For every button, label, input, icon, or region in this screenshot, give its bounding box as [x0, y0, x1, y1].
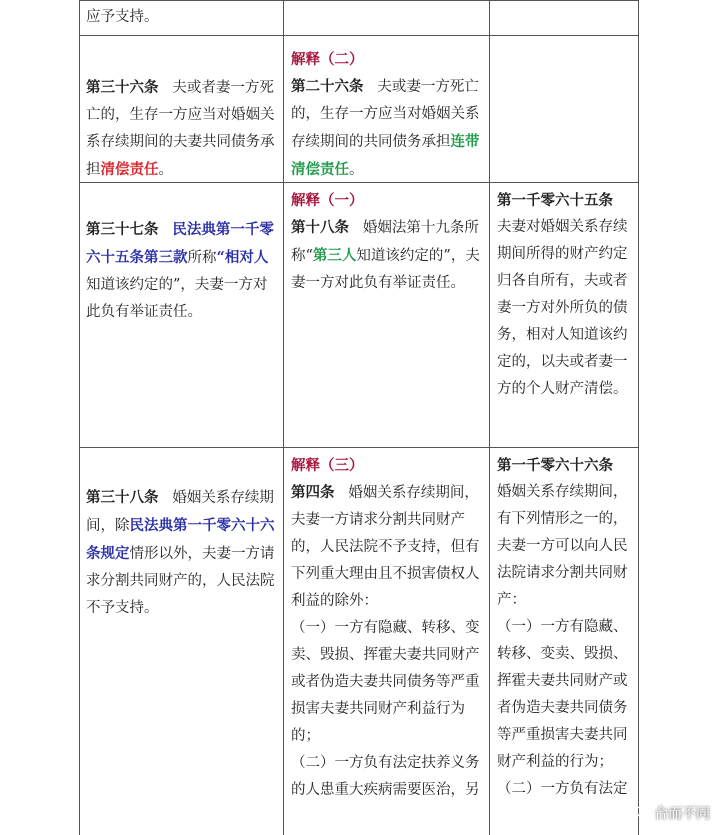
watermark-text: 合而不同 — [654, 806, 710, 822]
clause-item: （一）一方有隐藏、转移、变卖、毁损、挥霍夫妻共同财产或者伪造夫妻共同债务等严重损害夫妻共同财产利益的行为； — [497, 619, 628, 770]
clause-text: 。 — [158, 162, 173, 178]
article-number: 第一千零六十六条 — [497, 457, 613, 474]
table-cell — [86, 4, 278, 31]
source-label: 解释（二） — [291, 51, 364, 68]
clause-item: （一）一方有隐藏、转移、变卖、毁损、挥霍夫妻共同财产或者伪造夫妻共同债务等严重损害夫妻共同财产利益行为的； — [291, 620, 480, 744]
clause-paragraph — [291, 73, 484, 184]
clause-text: 应予支持。 — [86, 9, 159, 25]
article-number: 第三十八条 — [86, 489, 159, 506]
clause-text: 知道该约定的”，夫妻一方对此负有举证责任。 — [86, 277, 268, 320]
clause-text: 婚姻关系存续期间，除 — [86, 490, 274, 534]
article-number: 第三十六条 — [86, 79, 159, 96]
source-label: 解释（一） — [291, 192, 364, 209]
clause-item: （二）一方负有法定 — [497, 781, 628, 797]
highlight-text: 连带清偿责任 — [291, 133, 480, 178]
table-cell — [86, 484, 278, 622]
article-number: 第三十七条 — [86, 221, 159, 238]
watermark — [632, 803, 710, 823]
clause-paragraph — [291, 479, 484, 615]
table-border-left — [79, 0, 80, 835]
clause-text: 婚姻法第十九条所称“ — [291, 220, 479, 264]
reference-text: 民法典第一千零六十五条第三款 — [86, 221, 274, 266]
highlight-text: 清偿责任 — [100, 161, 159, 178]
clause-text: 夫或妻一方死亡的，生存一方应当对婚姻关系存续期间的共同债务承担 — [291, 79, 480, 150]
highlight-text: 第三人 — [312, 247, 357, 264]
clause-text: 夫或者妻一方死亡的，生存一方应当对婚姻关系存续期间的夫妻共同债务承担 — [86, 80, 275, 178]
article-number: 第四条 — [291, 484, 335, 501]
table-cell — [86, 216, 278, 326]
clause-item: （二）一方负有法定扶养义务的人患重大疾病需要医治，另 — [291, 755, 480, 798]
table-border-right — [638, 0, 639, 835]
article-number: 第一千零六十五条 — [497, 192, 613, 209]
clause-text: 婚姻关系存续期间，有下列情形之一的，夫妻一方可以向人民法院请求分割共同财产： — [497, 484, 628, 608]
table-cell — [497, 452, 633, 803]
clause-text: 夫妻对婚姻关系存续期间所得的财产约定归各自所有，夫或者妻一方对外所负的债务，相对人知道该约定的，以夫或者妻一方的个人财产清偿。 — [497, 219, 628, 397]
clause-paragraph — [291, 214, 484, 297]
article-number: 第十八条 — [291, 219, 349, 236]
table-border-col1 — [283, 0, 284, 835]
table-cell — [291, 46, 484, 184]
table-cell — [497, 187, 633, 403]
clause-text: 。 — [349, 162, 364, 178]
clause-text: 婚姻关系存续期间，夫妻一方请求分割共同财产的，人民法院不予支持，但有下列重大理由且不损害债权人利益的除外： — [291, 485, 480, 609]
table-border-top — [79, 0, 639, 1]
reference-text: 民法典第一千零六十六条规定 — [86, 517, 275, 562]
clause-text: 知道该约定的”，夫妻一方对此负有举证责任。 — [291, 248, 480, 291]
table-border-col2 — [489, 0, 490, 835]
table-cell — [291, 452, 484, 804]
row-divider — [79, 447, 639, 448]
table-cell — [291, 187, 484, 297]
source-label: 解释（三） — [291, 457, 364, 474]
clause-text: 所称 — [187, 250, 217, 266]
table-cell — [86, 74, 278, 184]
article-number: 第二十六条 — [291, 78, 364, 95]
clause-paragraph — [86, 484, 278, 622]
row-divider — [79, 35, 639, 36]
clause-text: 情形以外，夫妻一方请求分割共同财产的，人民法院不予支持。 — [86, 546, 275, 616]
wechat-icon — [632, 804, 650, 822]
clause-paragraph — [86, 74, 278, 184]
clause-paragraph — [86, 216, 278, 326]
highlight-text: “相对人 — [216, 249, 269, 266]
